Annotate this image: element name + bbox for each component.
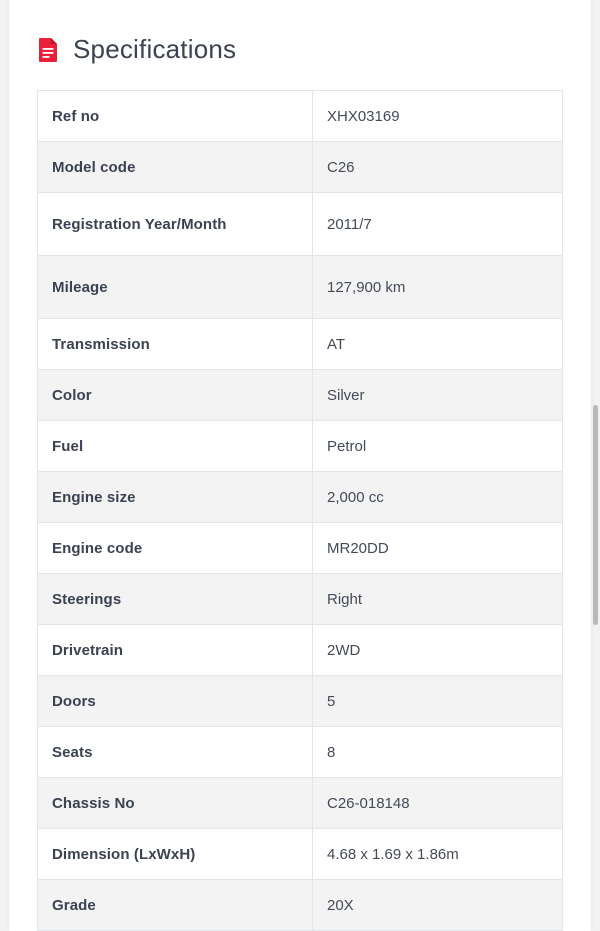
specifications-table (37, 90, 563, 931)
row-label: Chassis No (38, 778, 313, 829)
table-row (38, 193, 563, 256)
table-row (38, 421, 563, 472)
document-icon (37, 37, 59, 63)
specifications-card (9, 0, 591, 931)
table-row (38, 727, 563, 778)
table-row (38, 256, 563, 319)
row-value: 5 (313, 676, 563, 727)
row-label: Mileage (38, 256, 313, 319)
row-label: Ref no (38, 91, 313, 142)
row-value: Silver (313, 370, 563, 421)
row-value: Right (313, 574, 563, 625)
row-value: 8 (313, 727, 563, 778)
row-label: Grade (38, 880, 313, 931)
row-value: 4.68 x 1.69 x 1.86m (313, 829, 563, 880)
row-label: Steerings (38, 574, 313, 625)
table-row (38, 142, 563, 193)
row-value: 127,900 km (313, 256, 563, 319)
row-label: Dimension (LxWxH) (38, 829, 313, 880)
table-row (38, 370, 563, 421)
table-row (38, 91, 563, 142)
row-label: Drivetrain (38, 625, 313, 676)
row-value: AT (313, 319, 563, 370)
row-value: Petrol (313, 421, 563, 472)
row-value: 2WD (313, 625, 563, 676)
row-value: 2,000 cc (313, 472, 563, 523)
table-row (38, 523, 563, 574)
row-value: C26 (313, 142, 563, 193)
table-row (38, 472, 563, 523)
table-row (38, 676, 563, 727)
page-header (9, 0, 591, 64)
table-row (38, 625, 563, 676)
row-value: XHX03169 (313, 91, 563, 142)
row-label: Registration Year/Month (38, 193, 313, 256)
vertical-scrollbar[interactable] (593, 405, 598, 625)
row-value: 2011/7 (313, 193, 563, 256)
row-label: Seats (38, 727, 313, 778)
table-row (38, 574, 563, 625)
row-label: Color (38, 370, 313, 421)
row-label: Engine size (38, 472, 313, 523)
page-title: Specifications (73, 34, 237, 64)
row-label: Model code (38, 142, 313, 193)
row-label: Transmission (38, 319, 313, 370)
row-label: Fuel (38, 421, 313, 472)
row-value: C26-018148 (313, 778, 563, 829)
table-row (38, 880, 563, 931)
row-value: 20X (313, 880, 563, 931)
table-row (38, 829, 563, 880)
table-row (38, 319, 563, 370)
table-row (38, 778, 563, 829)
row-label: Doors (38, 676, 313, 727)
row-value: MR20DD (313, 523, 563, 574)
row-label: Engine code (38, 523, 313, 574)
